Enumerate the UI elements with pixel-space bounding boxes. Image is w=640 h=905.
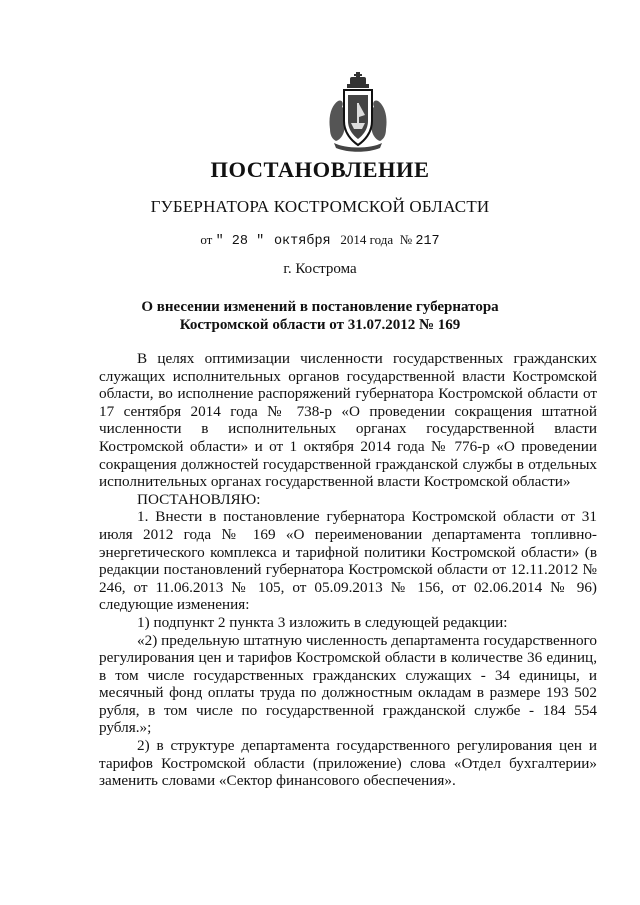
date-line xyxy=(0,232,640,249)
item-1-paragraph: 1. Внести в постановление губернатора Костромской области от 31 июля 2012 года № 169 «О переименовании департамента топливно-энергетического комплекса и тарифной политики Костромской области» (в редакции постановлений губернатора Костромской области от 12.11.2012 № 246, от 11.06.2013 № 105, от 05.09.2013 № 156, от 02.06.2014 № 96) следующие изменения: xyxy=(99,508,597,614)
sub-item-2: 2) в структуре департамента государственного регулирования цен и тарифов Костромской области (приложение) слова «Отдел бухгалтерии» заменить словами «Сектор финансового обеспечения». xyxy=(99,737,597,790)
date-day: " 28 " xyxy=(215,234,265,249)
document-subtitle: ГУБЕРНАТОРА КОСТРОМСКОЙ ОБЛАСТИ xyxy=(150,197,490,216)
preamble-paragraph: В целях оптимизации численности государственных гражданских служащих исполнительных органов государственной власти Костромской области, во исполнение распоряжений губернатора Костромской области от 17 сентября 2014 года № 738-р «О проведении сокращения штатной численности в исполнительных органах государственной власти Костромской области» и от 1 октября 2014 года № 776-р «О проведении сокращения должностей государственной гражданской службы в отдельных исполнительных органах государственной власти Костромской области» xyxy=(99,350,597,491)
coat-of-arms-icon xyxy=(324,71,392,153)
document-heading xyxy=(110,298,530,334)
city: г. Кострома xyxy=(283,261,357,277)
heading-line-2: Костромской области от 31.07.2012 № 169 xyxy=(179,317,461,333)
document-title: ПОСТАНОВЛЕНИЕ xyxy=(210,157,430,182)
date-year: 2014 года xyxy=(340,232,394,247)
heading-line-1: О внесении изменений в постановление губернатора xyxy=(141,299,499,315)
quoted-text: «2) предельную штатную численность департамента государственного регулирования цен и тарифов Костромской области в количестве 36 единиц, в том числе государственных гражданских служащих - 34 единицы, и месячный фонд оплаты труда по должностным окладам в размере 193 502 рубля, в том числе по государственной гражданской службе - 184 554 рубля.»; xyxy=(99,631,597,737)
sub-item-1: 1) подпункт 2 пункта 3 изложить в следующей редакции: xyxy=(137,613,508,631)
document-number: 217 xyxy=(415,234,440,249)
date-month: октября xyxy=(273,234,331,249)
decree-word: ПОСТАНОВЛЯЮ: xyxy=(137,490,261,508)
number-label: № xyxy=(399,232,413,247)
document-body xyxy=(99,350,597,790)
date-prefix: от xyxy=(200,232,213,247)
